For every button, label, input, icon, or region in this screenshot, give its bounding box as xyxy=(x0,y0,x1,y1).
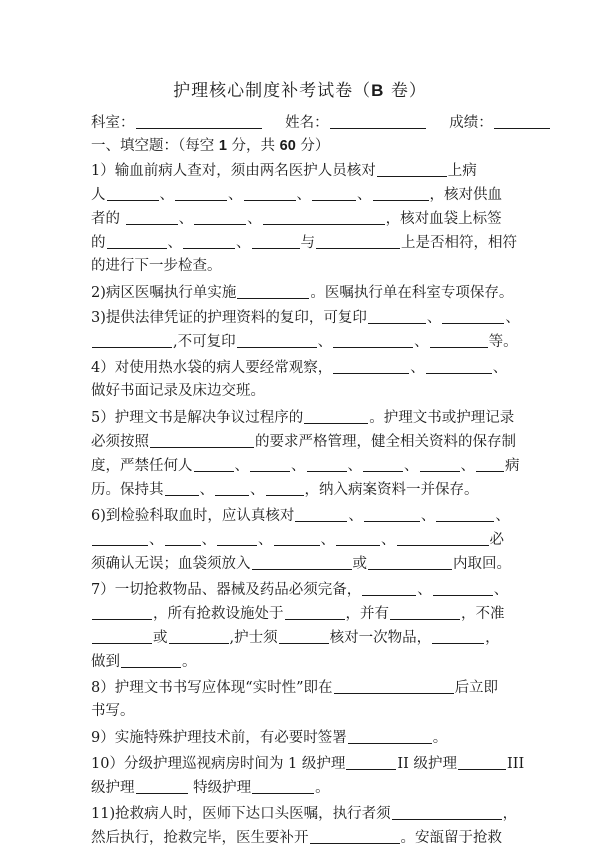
answer-blank[interactable] xyxy=(307,455,347,472)
answer-blank[interactable] xyxy=(373,184,429,201)
answer-blank[interactable] xyxy=(442,307,504,324)
answer-blank[interactable] xyxy=(121,651,181,668)
question-11-line-2: 然后执行，抢救完毕，医生要补开 。安瓿留于抢救 xyxy=(91,827,521,849)
answer-blank[interactable] xyxy=(333,331,413,348)
answer-blank[interactable] xyxy=(348,727,432,744)
question-4: 4）对使用热水袋的病人要经常观察， 、 、 xyxy=(91,357,521,379)
question-9: 9）实施特殊护理技术前，有必要时签署 。 xyxy=(91,727,521,749)
answer-blank[interactable] xyxy=(426,357,492,374)
answer-blank[interactable] xyxy=(92,603,152,620)
question-11: 11)抢救病人时，医师下达口头医嘱，执行者须 ， xyxy=(91,803,521,825)
answer-blank[interactable] xyxy=(217,529,257,546)
question-7-line-2: ，所有抢救设施处于 ，并有 ，不准 xyxy=(91,603,521,625)
answer-blank[interactable] xyxy=(397,529,489,546)
answer-blank[interactable] xyxy=(150,431,254,448)
answer-blank[interactable] xyxy=(363,455,403,472)
question-2: 2)病区医嘱执行单实施 。医嘱执行单在科室专项保存。 xyxy=(91,282,521,304)
answer-blank[interactable] xyxy=(266,479,304,496)
question-3-line-2: ,不可复印 、 、 等。 xyxy=(91,331,521,353)
answer-blank[interactable] xyxy=(334,677,454,694)
page-title: 护理核心制度补考试卷（B 卷） xyxy=(173,81,427,101)
answer-blank[interactable] xyxy=(107,232,167,249)
answer-blank[interactable] xyxy=(107,184,159,201)
question-1: 1）输血前病人查对，须由两名医护人员核对 上病 xyxy=(91,160,521,182)
answer-blank[interactable] xyxy=(165,479,199,496)
question-6-line-2: 、 、 、 、 、 必 xyxy=(91,529,521,551)
answer-blank[interactable] xyxy=(237,282,309,299)
name-label: 姓名： xyxy=(285,115,329,131)
question-7-line-4: 做到 。 xyxy=(91,651,521,673)
answer-blank[interactable] xyxy=(183,232,235,249)
answer-blank[interactable] xyxy=(295,505,347,522)
question-5-line-2: 必须按照 的要求严格管理，健全相关资料的保存制 xyxy=(91,431,521,453)
section-heading: 一、填空题：（每空 1 分，共 60 分） xyxy=(91,138,330,154)
question-1-line-5: 的进行下一步检查。 xyxy=(91,258,222,274)
answer-blank[interactable] xyxy=(92,627,152,644)
question-7-line-3: 或 ,护士须 核对一次物品， ， xyxy=(91,627,521,649)
answer-blank[interactable] xyxy=(316,232,400,249)
question-3: 3)提供法律凭证的护理资料的复印，可复印 、 、 xyxy=(91,307,521,329)
answer-blank[interactable] xyxy=(433,579,493,596)
answer-blank[interactable] xyxy=(420,455,460,472)
answer-blank[interactable] xyxy=(436,505,494,522)
question-5-line-4: 历。保持其 、 、 ，纳入病案资料一并保存。 xyxy=(91,479,521,501)
question-5: 5）护理文书是解决争议过程序的 。护理文书或护理记录 xyxy=(91,407,521,429)
score-label: 成绩： xyxy=(449,115,493,131)
answer-blank[interactable] xyxy=(368,307,426,324)
answer-blank[interactable] xyxy=(92,529,148,546)
question-8-line-2: 书写。 xyxy=(91,703,135,719)
answer-blank[interactable] xyxy=(194,208,246,225)
answer-blank[interactable] xyxy=(169,627,229,644)
answer-blank[interactable] xyxy=(368,553,452,570)
answer-blank[interactable] xyxy=(476,455,504,472)
answer-blank[interactable] xyxy=(92,331,172,348)
answer-blank[interactable] xyxy=(175,184,227,201)
answer-blank[interactable] xyxy=(126,208,178,225)
answer-blank[interactable] xyxy=(252,553,352,570)
answer-blank[interactable] xyxy=(252,232,300,249)
name-field[interactable] xyxy=(330,112,426,129)
dept-field[interactable] xyxy=(136,112,262,129)
answer-blank[interactable] xyxy=(274,529,320,546)
answer-blank[interactable] xyxy=(346,753,396,770)
answer-blank[interactable] xyxy=(263,208,385,225)
answer-blank[interactable] xyxy=(392,803,502,820)
answer-blank[interactable] xyxy=(458,753,506,770)
question-6-line-3: 须确认无误；血袋须放入 或 内取回。 xyxy=(91,553,521,575)
question-5-line-3: 度，严禁任何人 、 、 、 、 、 病 xyxy=(91,455,521,477)
answer-blank[interactable] xyxy=(237,331,317,348)
answer-blank[interactable] xyxy=(279,627,329,644)
answer-blank[interactable] xyxy=(390,603,460,620)
answer-blank[interactable] xyxy=(377,160,447,177)
score-field[interactable] xyxy=(494,112,550,129)
answer-blank[interactable] xyxy=(333,357,409,374)
answer-blank[interactable] xyxy=(244,184,296,201)
question-7: 7）一切抢救物品、器械及药品必须完备， 、 、 xyxy=(91,579,521,601)
question-10: 10）分级护理巡视病房时间为 1 级护理 II 级护理 III xyxy=(91,753,521,775)
question-4-line-2: 做好书面记录及床边交班。 xyxy=(91,383,265,399)
answer-blank[interactable] xyxy=(194,455,234,472)
answer-blank[interactable] xyxy=(430,331,488,348)
answer-blank[interactable] xyxy=(312,184,356,201)
question-10-line-2: 级护理 特级护理 。 xyxy=(91,777,521,799)
question-8: 8）护理文书书写应体现“实时性”即在 后立即 xyxy=(91,677,521,699)
question-6: 6)到检验科取血时，应认真核对 、 、 、 xyxy=(91,505,521,527)
answer-blank[interactable] xyxy=(215,479,249,496)
answer-blank[interactable] xyxy=(252,777,314,794)
question-1-line-2: 人 、 、 、 、 ，核对供血 xyxy=(91,184,521,206)
exam-header xyxy=(91,112,521,134)
answer-blank[interactable] xyxy=(364,505,420,522)
answer-blank[interactable] xyxy=(304,407,368,424)
answer-blank[interactable] xyxy=(432,627,484,644)
answer-blank[interactable] xyxy=(310,827,400,844)
answer-blank[interactable] xyxy=(362,579,416,596)
answer-blank[interactable] xyxy=(285,603,345,620)
answer-blank[interactable] xyxy=(250,455,290,472)
question-1-line-3: 者的 、 、 ，核对血袋上标签 xyxy=(91,208,521,230)
answer-blank[interactable] xyxy=(336,529,380,546)
dept-label: 科室： xyxy=(91,115,135,131)
answer-blank[interactable] xyxy=(136,777,188,794)
answer-blank[interactable] xyxy=(165,529,201,546)
question-1-line-4: 的 、 、 与 上是否相符，相符 xyxy=(91,232,521,254)
